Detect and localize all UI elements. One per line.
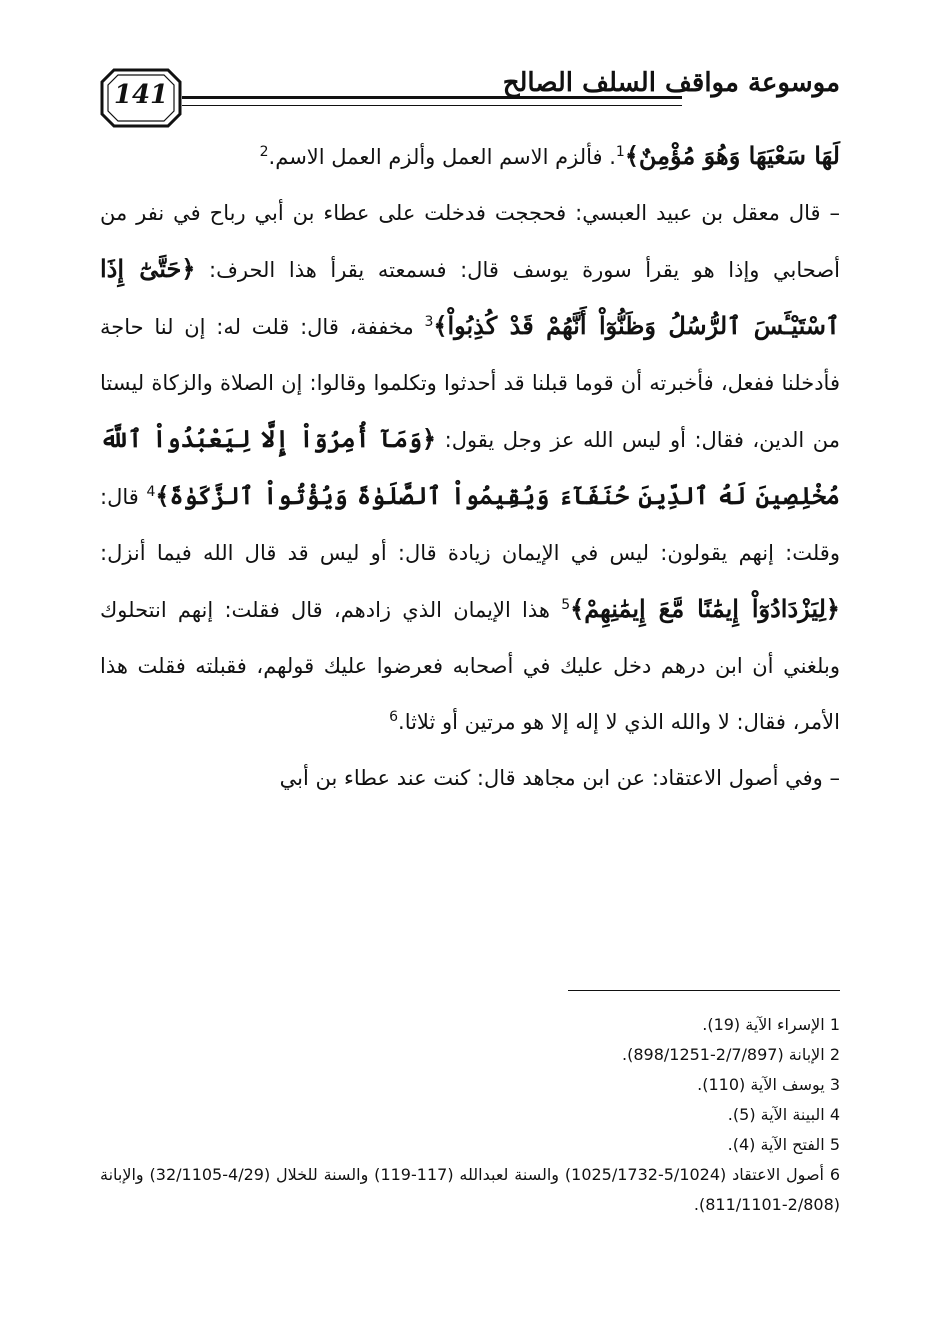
footnotes — [100, 1010, 840, 1220]
footnote-text: البينة الآية (5). — [727, 1105, 825, 1124]
footnote-item — [100, 1040, 840, 1070]
footnote-ref: 1 — [615, 144, 625, 160]
footnote-ref: 4 — [146, 484, 156, 500]
footnote-ref: 6 — [389, 709, 399, 725]
footnote-text: أصول الاعتقاد (5/1024-1025/1732) والسنة لعبدالله (117-119) والسنة للخلال (4/29-32/1105) والإبانة (2/808-811/1101). — [100, 1165, 840, 1214]
page-number-badge — [100, 68, 182, 128]
quran-verse: ﴿حَتَّىٰٓ إِذَا ٱسْتَيْـَٔسَ ٱلرُّسُلُ وَظَنُّوٓاْ أَنَّهُمْ قَدْ كُذِبُواْ﴾ — [100, 254, 840, 340]
footnote-text: الفتح الآية (4). — [727, 1135, 825, 1154]
paragraph-text: – وفي أصول الاعتقاد: عن ابن مجاهد قال: كنت عند عطاء بن أبي — [279, 766, 840, 790]
quran-verse: ﴿لِيَزْدَادُوٓاْ إِيمَٰنًا مَّعَ إِيمَٰنِهِمْ﴾ — [570, 594, 840, 623]
footnote-item — [100, 1100, 840, 1130]
footnote-separator — [568, 990, 840, 991]
quran-verse: ﴿وَمَآ أُمِرُوٓاْ إِلَّا لِيَعْبُدُواْ ٱللَّهَ مُخْلِصِينَ لَهُ ٱلدِّينَ حُنَفَآءَ وَيُقِيمُواْ ٱلصَّلَوٰةَ وَيُؤْتُواْ ٱلزَّكَوٰةَ﴾ — [100, 424, 840, 510]
footnote-text: الإبانة (2/7/897-898/1251). — [622, 1045, 825, 1064]
footnote-item — [100, 1160, 840, 1220]
footnote-number: 1 — [829, 1015, 840, 1034]
footnote-text: يوسف الآية (110). — [697, 1075, 825, 1094]
paragraph-1 — [100, 128, 840, 185]
footnote-item — [100, 1010, 840, 1040]
paragraph-text: مخففة، قال: قلت له: إن لنا حاجة فأدخلنا ففعل، فأخبرته أن قوما قبلنا قد أحدثوا وتكلموا وقالوا: إن الصلاة والزكاة ليستا من الدين، فقال: أو ليس الله عز وجل يقول: — [100, 315, 840, 452]
footnote-number: 5 — [829, 1135, 840, 1154]
series-title: موسوعة مواقف السلف الصالح — [502, 68, 840, 98]
footnote-item — [100, 1070, 840, 1100]
page-number: 141 — [113, 80, 169, 110]
paragraph-3 — [100, 750, 840, 806]
footnote-ref: 3 — [424, 314, 434, 330]
footnote-number: 4 — [829, 1105, 840, 1124]
footnote-item — [100, 1130, 840, 1160]
main-text — [100, 128, 840, 806]
footnote-number: 2 — [829, 1045, 840, 1064]
paragraph-text: . فألزم الاسم العمل وألزم العمل الاسم. — [268, 145, 616, 169]
paragraph-text: – قال معقل بن عبيد العبسي: فحججت فدخلت على عطاء بن أبي رباح في نفر من أصحابي وإذا هو يقرأ سورة يوسف قال: فسمعته يقرأ هذا الحرف: — [100, 201, 841, 282]
paragraph-2 — [100, 185, 840, 750]
footnote-ref: 2 — [259, 144, 269, 160]
footnote-number: 3 — [829, 1075, 840, 1094]
paragraph-text: قال: وقلت: إنهم يقولون: ليس في الإيمان زيادة قال: أو ليس قد قال الله فيما أنزل: — [100, 485, 840, 565]
quran-verse: لَهَا سَعْيَهَا وَهُوَ مُؤْمِنٌ﴾ — [624, 141, 840, 170]
footnote-text: الإسراء الآية (19). — [702, 1015, 825, 1034]
footnote-ref: 5 — [561, 597, 571, 613]
paragraph-text: هذا الإيمان الذي زادهم، قال فقلت: إنهم انتحلوك وبلغني أن ابن درهم دخل عليك في أصحابه فعرضوا عليك قولهم، فقبلته فقلت هذا الأمر، فقال: لا والله الذي لا إله إلا هو مرتين أو ثلاثا. — [100, 598, 840, 734]
footnote-number: 6 — [829, 1165, 841, 1184]
